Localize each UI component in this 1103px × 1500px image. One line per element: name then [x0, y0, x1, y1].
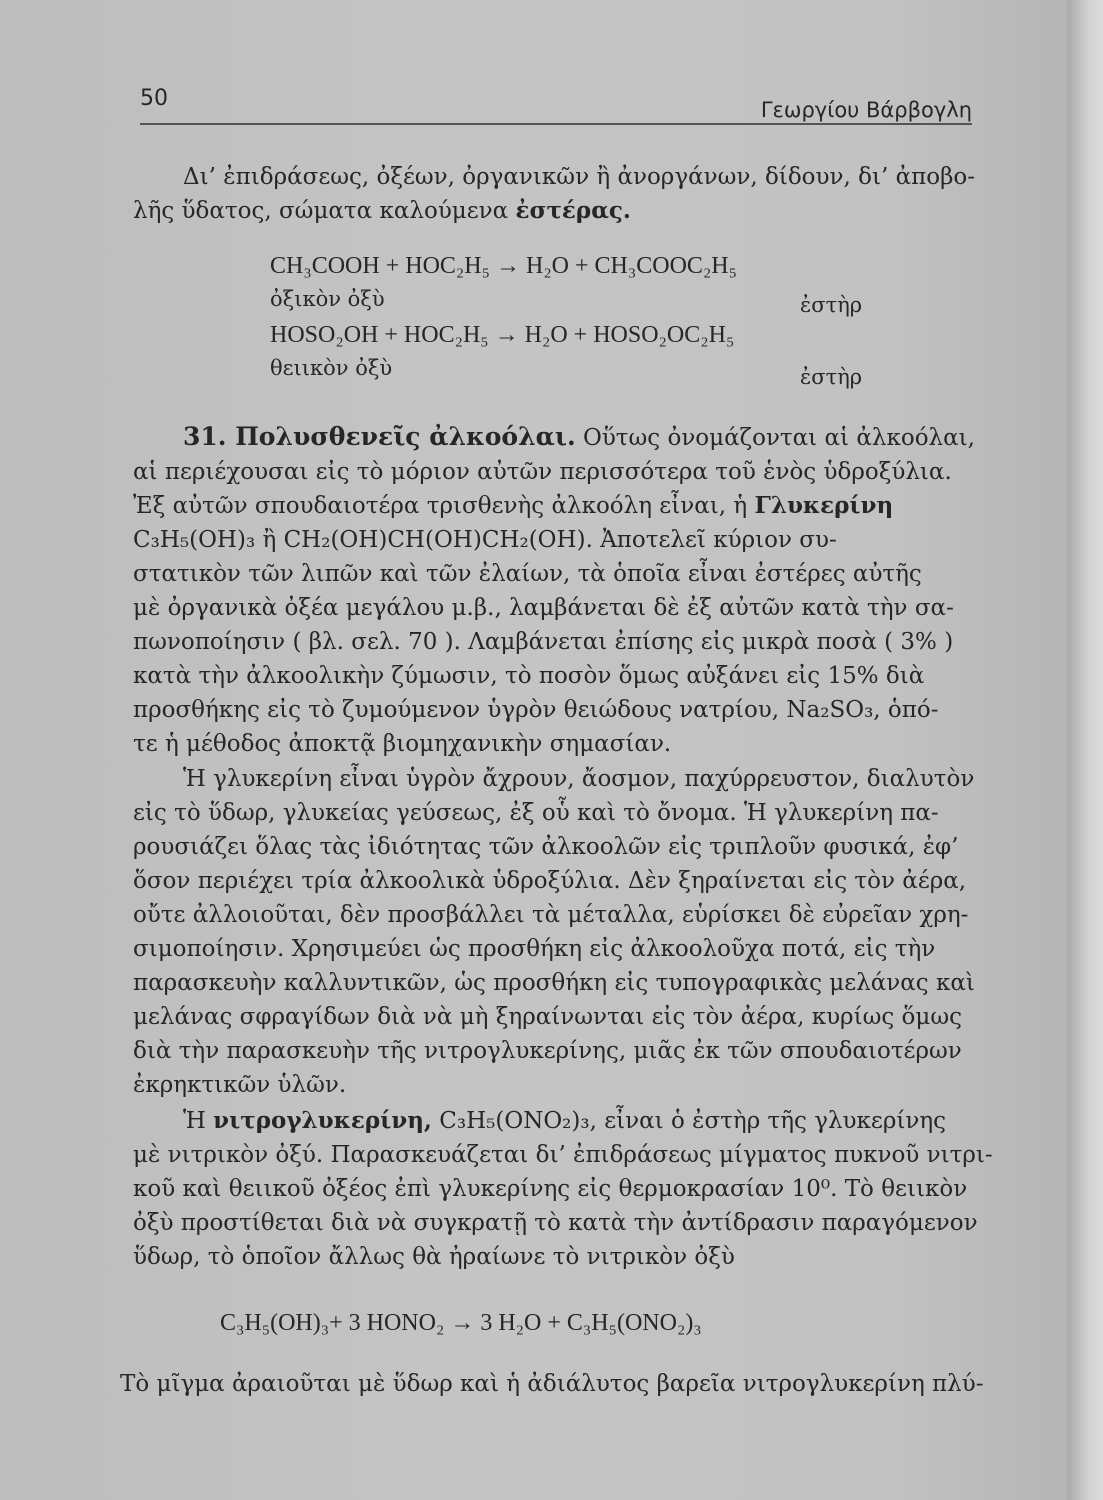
- nitroglycerin-line-1: Ἡ νιτρογλυκερίνη, C₃H₅(ONO₂)₃, εἶναι ὁ ἐστὴρ τῆς γλυκερίνης: [183, 1107, 946, 1134]
- term-esters: ἐστέρας.: [515, 197, 631, 224]
- section-31-line: C₃H₅(OH)₃ ἢ CH₂(OH)CH(OH)CH₂(OH). Ἀποτελεῖ κύριον συ-: [133, 527, 837, 553]
- reaction-1-left-label: ὀξικὸν ὀξὺ: [270, 287, 385, 311]
- page-number: 50: [140, 86, 168, 111]
- reaction-2-left-label: θειικὸν ὀξὺ: [270, 356, 393, 380]
- section-31-line: Ἐξ αὐτῶν σπουδαιοτέρα τρισθενὴς ἀλκοόλη εἶναι, ἡ Γλυκερίνη: [133, 492, 894, 519]
- section-heading: 31. Πολυσθενεῖς ἀλκοόλαι.: [183, 422, 576, 451]
- glycerin-line: οὔτε ἀλλοιοῦται, δὲν προσβάλλει τὰ μέταλλα, εὑρίσκει δὲ εὐρεῖαν χρη-: [133, 902, 969, 928]
- section-31-line: αἱ περιέχουσαι εἰς τὸ μόριον αὐτῶν περισσότερα τοῦ ἑνὸς ὑδροξύλια.: [133, 459, 952, 485]
- intro-line-1: Δι’ ἐπιδράσεως, ὀξέων, ὀργανικῶν ἢ ἀνοργάνων, δίδουν, δι’ ἀποβο-: [183, 164, 975, 190]
- reaction-1-right-label: ἐστὴρ: [800, 293, 863, 317]
- section-31-line: κατὰ τὴν ἀλκοολικὴν ζύμωσιν, τὸ ποσὸν ὅμως αὐξάνει εἰς 15% διὰ: [133, 663, 925, 689]
- reaction-3: C₃H₅(OH)₃+ 3 HONO₂ → 3 H₂O + C₃H₅(ONO₂)₃: [220, 1310, 702, 1336]
- term-glycerin: Γλυκερίνη: [754, 492, 894, 519]
- section-31-line-1: 31. Πολυσθενεῖς ἀλκοόλαι. Οὕτως ὀνομάζονται αἱ ἀλκοόλαι,: [183, 422, 975, 451]
- term-nitroglycerin: νιτρογλυκερίνη,: [213, 1107, 432, 1134]
- glycerin-line: ἐκρηκτικῶν ὑλῶν.: [133, 1072, 347, 1098]
- section-31-paragraph: [133, 420, 975, 761]
- header-rule: [140, 123, 972, 125]
- reaction-2-right-label: ἐστὴρ: [800, 365, 863, 389]
- glycerin-line: παρασκευὴν καλλυντικῶν, ὡς προσθήκη εἰς τυπογραφικὰς μελάνας καὶ: [133, 970, 975, 996]
- nitroglycerin-line: μὲ νιτρικὸν ὀξύ. Παρασκευάζεται δι’ ἐπιδράσεως μίγματος πυκνοῦ νιτρι-: [133, 1142, 993, 1168]
- section-31-line: προσθήκης εἰς τὸ ζυμούμενον ὑγρὸν θειώδους νατρίου, Na₂SO₃, ὁπό-: [133, 697, 939, 723]
- reaction-2: HOSO₂OH + HOC₂H₅ → H₂O + HOSO₂OC₂H₅: [270, 322, 735, 348]
- last-line: Τὸ μῖγμα ἀραιοῦται μὲ ὕδωρ καὶ ἡ ἀδιάλυτος βαρεῖα νιτρογλυκερίνη πλύ-: [120, 1371, 984, 1397]
- nitroglycerin-paragraph: [133, 1104, 993, 1274]
- glycerin-paragraph: [133, 762, 975, 1102]
- section-31-line: στατικὸν τῶν λιπῶν καὶ τῶν ἐλαίων, τὰ ὁποῖα εἶναι ἐστέρες αὐτῆς: [133, 561, 922, 587]
- glycerin-line: διὰ τὴν παρασκευὴν τῆς νιτρογλυκερίνης, μιᾶς ἐκ τῶν σπουδαιοτέρων: [133, 1038, 962, 1064]
- glycerin-line: ὅσον περιέχει τρία ἀλκοολικὰ ὑδροξύλια. Δὲν ξηραίνεται εἰς τὸν ἀέρα,: [133, 868, 967, 894]
- running-head: Γεωργίου Βάρβογλη: [760, 98, 972, 122]
- nitroglycerin-line: κοῦ καὶ θειικοῦ ὀξέος ἐπὶ γλυκερίνης εἰς θερμοκρασίαν 10⁰. Τὸ θειικὸν: [133, 1176, 968, 1202]
- glycerin-line: ρουσιάζει ὅλας τὰς ἰδιότητας τῶν ἀλκοολῶν εἰς τριπλοῦν φυσικά, ἐφ’: [133, 834, 959, 860]
- section-31-line: τε ἡ μέθοδος ἀποκτᾷ βιομηχανικὴν σημασίαν.: [133, 731, 672, 757]
- glycerin-line: εἰς τὸ ὕδωρ, γλυκείας γεύσεως, ἐξ οὗ καὶ τὸ ὄνομα. Ἡ γλυκερίνη πα-: [133, 800, 939, 826]
- page-header: [140, 82, 972, 126]
- reaction-1: CH₃COOH + HOC₂H₅ → H₂O + CH₃COOC₂H₅: [270, 253, 738, 279]
- nitroglycerin-line: ὕδωρ, τὸ ὁποῖον ἄλλως θὰ ἠραίωνε τὸ νιτρικὸν ὀξὺ: [133, 1244, 735, 1270]
- page-edge: [1067, 0, 1103, 1500]
- glycerin-line: Ἡ γλυκερίνη εἶναι ὑγρὸν ἄχρουν, ἄοσμον, παχύρρευστον, διαλυτὸν: [183, 766, 975, 792]
- glycerin-line: σιμοποίησιν. Χρησιμεύει ὡς προσθήκη εἰς ἀλκοολοῦχα ποτά, εἰς τὴν: [133, 936, 936, 962]
- glycerin-line: μελάνας σφραγίδων διὰ νὰ μὴ ξηραίνωνται εἰς τὸν ἀέρα, κυρίως ὅμως: [133, 1004, 962, 1030]
- intro-paragraph: [133, 160, 975, 228]
- section-31-line: πωνοποίησιν ( βλ. σελ. 70 ). Λαμβάνεται ἐπίσης εἰς μικρὰ ποσὰ ( 3% ): [133, 629, 954, 655]
- last-paragraph: [120, 1367, 984, 1401]
- intro-line-2: λῆς ὕδατος, σώματα καλούμενα ἐστέρας.: [133, 197, 631, 224]
- section-31-line: μὲ ὀργανικὰ ὀξέα μεγάλου μ.β., λαμβάνεται δὲ ἐξ αὐτῶν κατὰ τὴν σα-: [133, 595, 954, 621]
- nitroglycerin-line: ὀξὺ προστίθεται διὰ νὰ συγκρατῇ τὸ κατὰ τὴν ἀντίδρασιν παραγόμενον: [133, 1210, 978, 1236]
